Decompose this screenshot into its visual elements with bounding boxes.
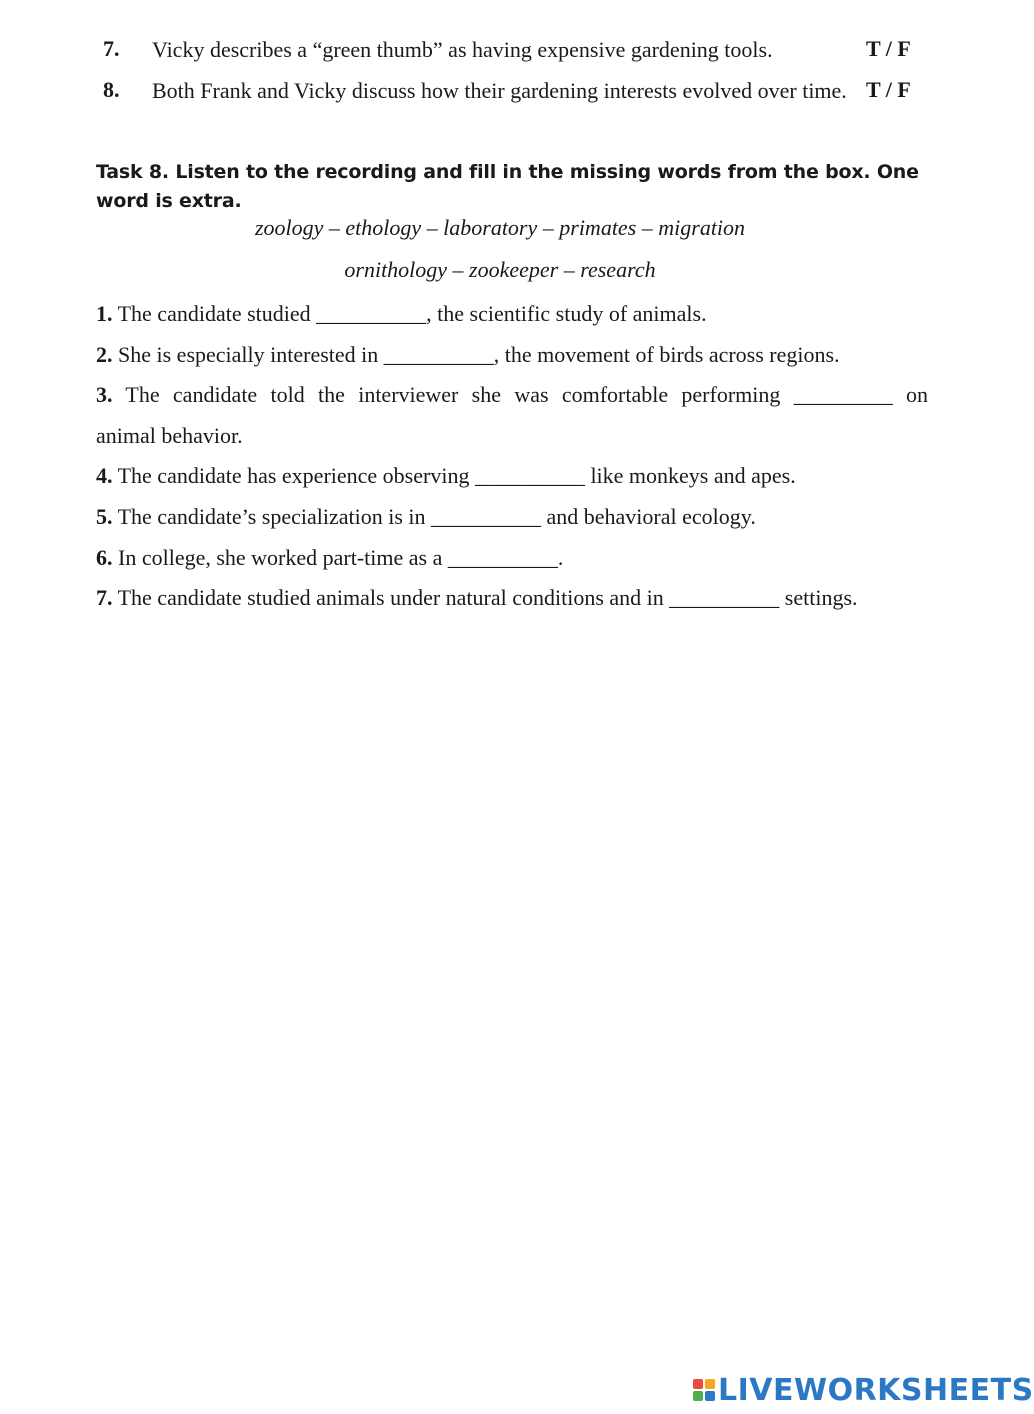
tf-statement: Both Frank and Vicky discuss how their gardening interests evolved over time. [152, 78, 847, 103]
question-number: 3. [96, 382, 113, 407]
tf-answer-choice[interactable]: T / F [866, 36, 911, 61]
question-number: 1. [96, 301, 113, 326]
question-5 [96, 496, 928, 537]
logo-mark-square [705, 1379, 715, 1389]
logo-mark-square [693, 1391, 703, 1401]
question-4 [96, 455, 928, 496]
question-number: 2. [96, 342, 113, 367]
liveworksheets-mark-icon [693, 1379, 715, 1401]
question-number: 7. [96, 585, 113, 610]
question-3 [96, 374, 928, 415]
task-heading: Task 8. Listen to the recording and fill in the missing words from the box. One word is extra. [96, 161, 919, 212]
logo-text: LIVEWORKSHEETS [718, 1372, 1034, 1408]
question-text: She is especially interested in __________, the movement of birds across regions. [112, 342, 840, 367]
tf-number: 7. [103, 36, 120, 61]
question-text: The candidate’s specialization is in __________ and behavioral ecology. [112, 504, 756, 529]
question-2 [96, 334, 928, 375]
logo-mark-square [693, 1379, 703, 1389]
logo-mark-square [705, 1391, 715, 1401]
question-text: The candidate studied __________, the scientific study of animals. [112, 301, 707, 326]
question-text: The candidate has experience observing __________ like monkeys and apes. [112, 463, 796, 488]
question-7 [96, 577, 928, 618]
question-1 [96, 293, 928, 334]
question-text: animal behavior. [96, 423, 243, 448]
question-number: 6. [96, 545, 113, 570]
tf-statement: Vicky describes a “green thumb” as having expensive gardening tools. [152, 37, 773, 62]
question-number: 5. [96, 504, 113, 529]
question-3-continuation [96, 415, 928, 456]
question-number: 4. [96, 463, 113, 488]
liveworksheets-logo[interactable] [693, 1372, 1034, 1408]
word-box-line-1: zoology – ethology – laboratory – primates – migration [254, 215, 746, 240]
question-text: The candidate studied animals under natural conditions and in __________ settings. [112, 585, 858, 610]
question-text: In college, she worked part-time as a __________. [112, 545, 564, 570]
question-6 [96, 537, 928, 578]
word-box-line-2: ornithology – zookeeper – research [344, 257, 656, 282]
tf-answer-choice[interactable]: T / F [866, 77, 911, 102]
question-text: The candidate told the interviewer she was comfortable performing _________ on [112, 382, 928, 407]
tf-number: 8. [103, 77, 120, 102]
